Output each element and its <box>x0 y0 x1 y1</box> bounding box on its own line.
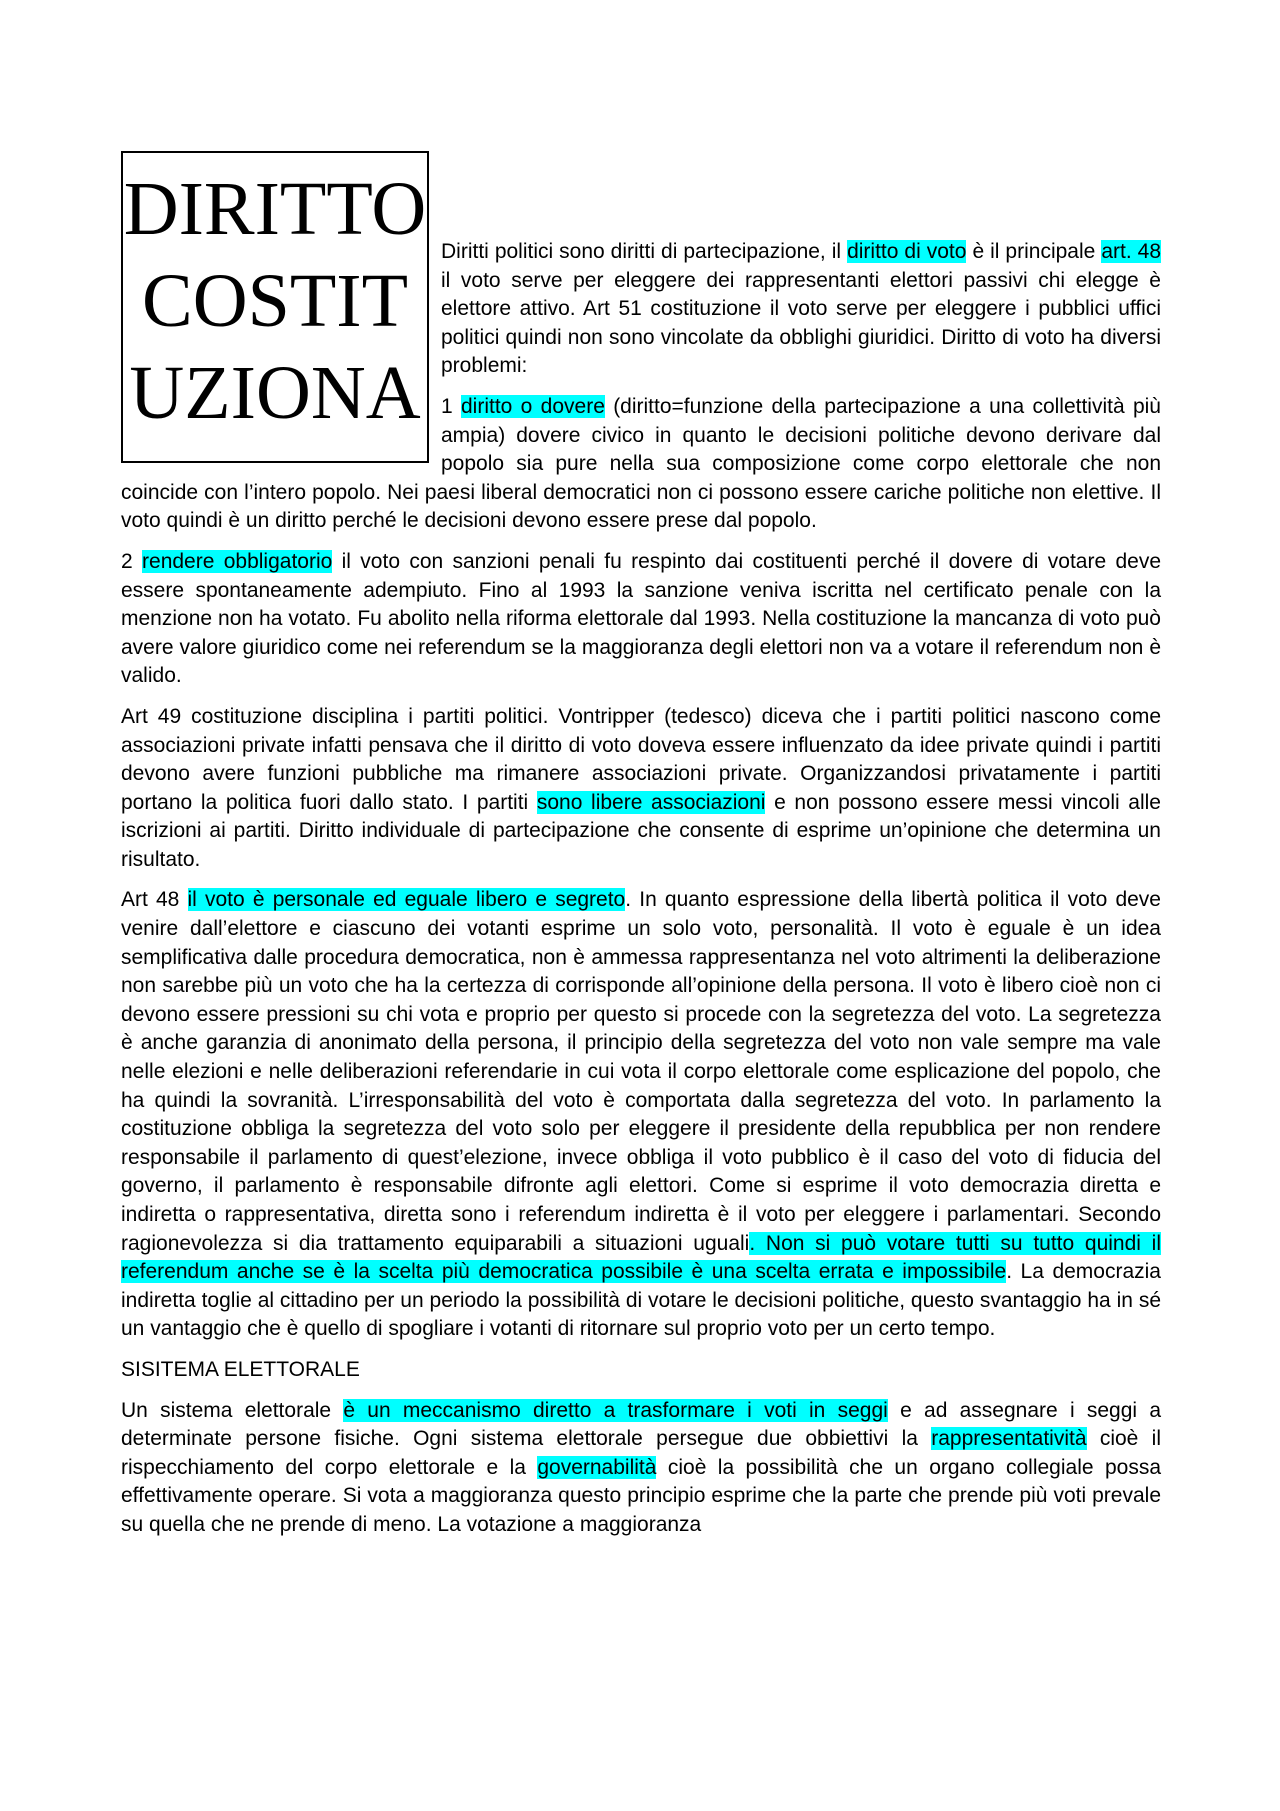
text-run: il voto serve per eleggere dei rappresentanti elettori passivi chi elegge è elettore attivo. Art 51 costituzione il voto serve per eleggere i pubblici uffici politici quindi non sono vincolate da obblighi giuridici. Diritto di voto ha diversi problemi: <box>441 268 1161 378</box>
text-run: Art 49 costituzione disciplina i partiti politici. Vontripper (tedesco) diceva che i partiti politici nascono come associazioni private infatti pensava che il diritto di voto doveva essere influenzato da idee private quindi i partiti devono avere funzioni pubbliche ma rimanere associazioni private. Organizzandosi privatamente i partiti portano la politica fuori dallo stato. I partiti <box>121 704 1161 814</box>
paragraph-partiti-politici <box>121 703 1161 875</box>
highlighted-text: il voto è personale ed eguale libero e segreto <box>187 888 626 912</box>
text-run: e ad assegnare i seggi a determinate persone fisiche. Ogni sistema elettorale persegue due obbiettivi la <box>121 1398 1161 1451</box>
text-run: . La democrazia indiretta toglie al cittadino per un periodo la possibilità di votare le decisioni politiche, questo svantaggio ha in sé un vantaggio che è quello di spogliare i votanti di ritornare sul proprio voto per un certo tempo. <box>121 1260 1161 1341</box>
document-page <box>121 151 1161 1552</box>
text-run: cioè il rispecchiamento del corpo elettorale e la <box>121 1427 1162 1479</box>
text-run: 2 <box>121 549 143 573</box>
text-run: 1 <box>441 394 461 418</box>
highlighted-text: sono libere associazioni <box>536 790 766 814</box>
text-run: Diritti politici sono diritti di partecipazione, il <box>441 240 848 263</box>
text-run: cioè la possibilità che un organo collegiale possa effettivamente operare. Si vota a maggioranza questo principio esprime che la parte che prende più voti prevale su quella che ne prende di meno. La votazione a maggioranza <box>121 1455 1161 1536</box>
text-run: . In quanto espressione della libertà politica il voto deve venire dall’elettore e ciascuno dei votanti esprime un solo voto, personalità. Il voto è eguale è un idea semplificativa dalle procedura democratica, non è ammessa rappresentanza nel voto altrimenti la deliberazione non sarebbe più un voto che ha la certezza di corrisponde all’opinione della persona. Il voto è libero cioè non ci devono essere pressioni su chi vota e proprio per questo si procede con la segretezza del voto. La segretezza è anche garanzia di anonimato della persona, il principio della segretezza del voto non vale sempre ma vale nelle elezioni e nelle deliberazioni referendarie in cui vota il corpo elettorale come esplicazione del popolo, che ha quindi la sovranità. L’irresponsabilità del voto è comportata dalla segretezza del voto. In parlamento la costituzione obbliga la segretezza del voto solo per eleggere il presidente della repubblica per non rendere responsabile il parlamento di quest’elezione, invece obbliga il voto pubblico è il caso del voto di fiducia del governo, il parlamento è responsabile difronte agli elettori. Come si esprime il voto democrazia diretta e indiretta o rappresentativa, diretta sono i referendum indiretta è il voto per eleggere i parlamentari. Secondo ragionevolezza si dia trattamento equiparabili a situazioni uguali <box>121 888 1161 1255</box>
highlighted-text: è un meccanismo diretto a trasformare i voti in seggi <box>343 1398 888 1422</box>
highlighted-text: diritto o dovere <box>461 394 605 418</box>
text-run: e non possono essere messi vincoli alle iscrizioni ai partiti. Diritto individuale di partecipazione che consente di esprime un’opinione che determina un risultato. <box>121 790 1161 871</box>
text-run: Art 48 <box>121 888 188 912</box>
title-box <box>121 151 429 463</box>
paragraph-sistema-elettorale <box>121 1397 1161 1540</box>
highlighted-text: governabilità <box>537 1455 657 1479</box>
highlighted-text: rappresentatività <box>931 1427 1087 1451</box>
section-heading: SISITEMA ELETTORALE <box>121 1357 360 1381</box>
paragraph-art-48 <box>121 886 1161 1344</box>
text-run: è il principale <box>966 240 1102 263</box>
highlighted-text: . Non si può votare tutti su tutto quindi il referendum anche se è la scelta più democratica possibile è una scelta errata e impossibile <box>121 1231 1161 1284</box>
paragraph-obbligatorio <box>121 548 1161 691</box>
text-run: Un sistema elettorale <box>121 1398 344 1422</box>
text-run: (diritto=funzione della partecipazione a una collettività più ampia) dovere civico in quanto le decisioni politiche devono derivare dal popolo sia pure nella sua composizione come corpo elettorale che non coincide con l’intero popolo. Nei paesi liberal democratici non ci possono essere cariche politiche non elettive. Il voto quindi è un diritto perché le decisioni devono essere prese dal popolo. <box>121 394 1161 533</box>
highlighted-text: rendere obbligatorio <box>142 549 333 573</box>
text-run: il voto con sanzioni penali fu respinto dai costituenti perché il dovere di votare deve essere spontaneamente adempiuto. Fino al 1993 la sanzione veniva iscritta nel certificato penale con la menzione non ha votato. Fu abolito nella riforma elettorale dal 1993. Nella costituzione la mancanza di voto può avere valore giuridico come nei referendum se la maggioranza degli elettori non va a votare il referendum non è valido. <box>121 549 1162 688</box>
document-title: DIRITTO COSTITUZIONA <box>123 167 427 435</box>
highlighted-text: diritto di voto <box>847 240 967 263</box>
highlighted-text: art. 48 <box>1101 240 1162 263</box>
